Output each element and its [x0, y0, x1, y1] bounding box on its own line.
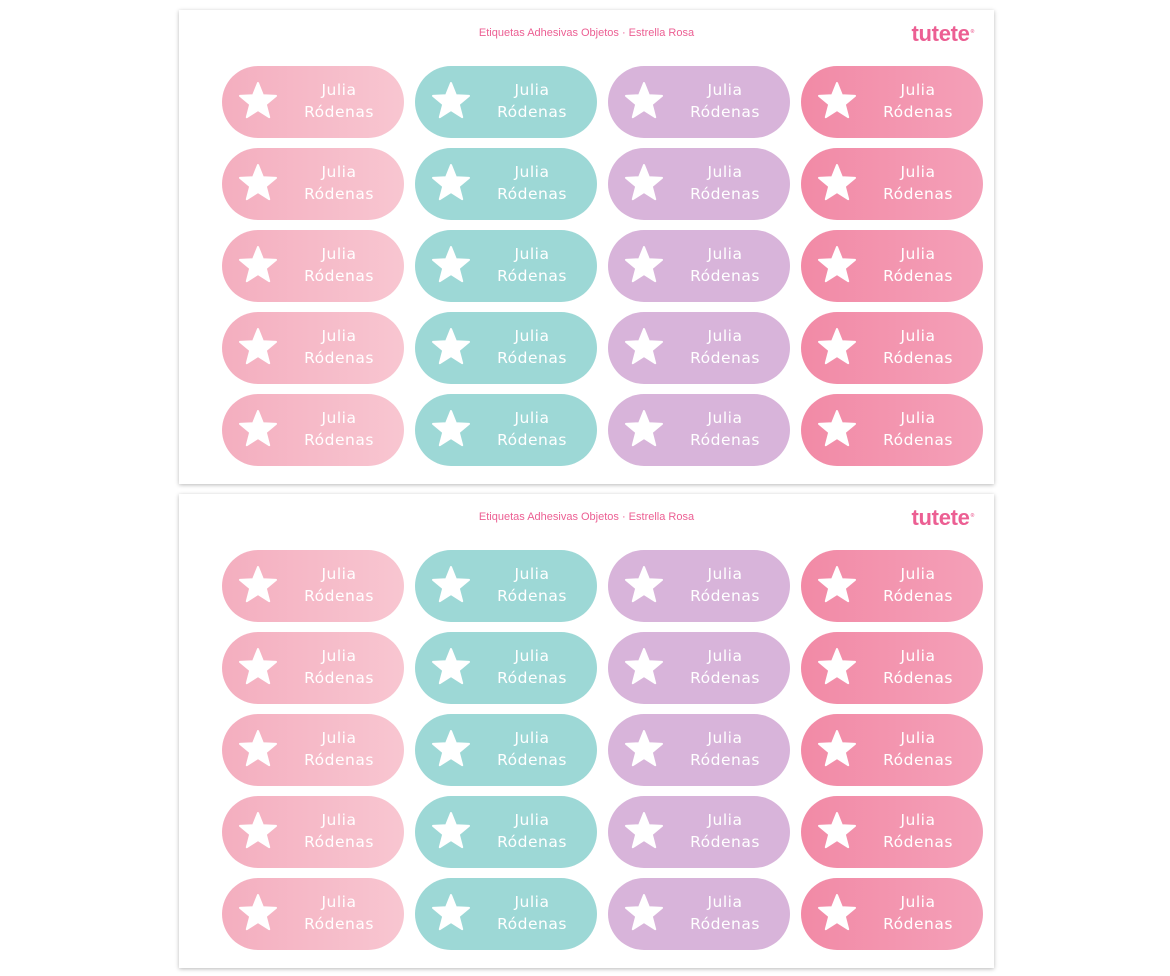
name-label-teal: [415, 66, 597, 138]
label-last-name: Ródenas: [690, 587, 760, 605]
label-grid: [222, 550, 984, 950]
label-first-name: Julia: [514, 409, 550, 427]
name-label-pink: [222, 796, 404, 868]
label-first-name: Julia: [514, 893, 550, 911]
star-icon: [431, 893, 471, 933]
label-last-name: Ródenas: [497, 669, 567, 687]
name-label-teal: [415, 550, 597, 622]
label-first-name: Julia: [707, 409, 743, 427]
name-label-pink: [222, 148, 404, 220]
name-label-pink: [222, 714, 404, 786]
label-first-name: Julia: [707, 163, 743, 181]
star-icon: [817, 81, 857, 121]
name-label-pink: [222, 394, 404, 466]
name-label-teal: [415, 714, 597, 786]
name-label-teal: [415, 148, 597, 220]
star-icon: [238, 647, 278, 687]
name-label-lilac: [608, 394, 790, 466]
label-first-name: Julia: [514, 327, 550, 345]
brand-mark: ®: [970, 512, 974, 519]
name-label-teal: [415, 632, 597, 704]
label-last-name: Ródenas: [883, 267, 953, 285]
label-first-name: Julia: [514, 647, 550, 665]
label-last-name: Ródenas: [690, 669, 760, 687]
name-label-rose: [801, 632, 983, 704]
label-first-name: Julia: [900, 893, 936, 911]
label-first-name: Julia: [707, 729, 743, 747]
label-last-name: Ródenas: [497, 267, 567, 285]
star-icon: [817, 327, 857, 367]
label-first-name: Julia: [707, 327, 743, 345]
label-last-name: Ródenas: [690, 431, 760, 449]
name-label-rose: [801, 312, 983, 384]
name-label-lilac: [608, 632, 790, 704]
name-label-teal: [415, 230, 597, 302]
label-first-name: Julia: [514, 245, 550, 263]
star-icon: [238, 163, 278, 203]
sticker-sheet-2: [179, 494, 994, 968]
label-first-name: Julia: [707, 565, 743, 583]
star-icon: [238, 565, 278, 605]
name-label-lilac: [608, 550, 790, 622]
name-label-lilac: [608, 66, 790, 138]
name-label-pink: [222, 66, 404, 138]
label-last-name: Ródenas: [883, 103, 953, 121]
label-first-name: Julia: [900, 565, 936, 583]
star-icon: [431, 729, 471, 769]
label-last-name: Ródenas: [690, 103, 760, 121]
sheet-title: Etiquetas Adhesivas Objetos · Estrella Rosa: [478, 511, 695, 523]
label-first-name: Julia: [707, 245, 743, 263]
label-first-name: Julia: [321, 893, 357, 911]
label-last-name: Ródenas: [497, 915, 567, 933]
name-label-lilac: [608, 148, 790, 220]
label-last-name: Ródenas: [304, 349, 374, 367]
star-icon: [431, 81, 471, 121]
star-icon: [238, 245, 278, 285]
star-icon: [624, 893, 664, 933]
brand-name: tutete: [911, 505, 970, 530]
star-icon: [431, 163, 471, 203]
name-label-rose: [801, 66, 983, 138]
label-first-name: Julia: [321, 163, 357, 181]
star-icon: [817, 811, 857, 851]
label-first-name: Julia: [900, 81, 936, 99]
label-last-name: Ródenas: [304, 587, 374, 605]
star-icon: [624, 409, 664, 449]
label-first-name: Julia: [900, 245, 936, 263]
star-icon: [431, 565, 471, 605]
label-first-name: Julia: [321, 327, 357, 345]
label-first-name: Julia: [900, 729, 936, 747]
name-label-lilac: [608, 796, 790, 868]
name-label-rose: [801, 394, 983, 466]
label-last-name: Ródenas: [883, 185, 953, 203]
label-last-name: Ródenas: [497, 185, 567, 203]
label-last-name: Ródenas: [690, 915, 760, 933]
star-icon: [624, 163, 664, 203]
label-first-name: Julia: [900, 409, 936, 427]
name-label-rose: [801, 230, 983, 302]
sheet-title: Etiquetas Adhesivas Objetos · Estrella Rosa: [478, 27, 695, 39]
star-icon: [431, 245, 471, 285]
star-icon: [238, 81, 278, 121]
label-first-name: Julia: [514, 81, 550, 99]
label-first-name: Julia: [514, 565, 550, 583]
name-label-pink: [222, 878, 404, 950]
label-last-name: Ródenas: [883, 751, 953, 769]
label-first-name: Julia: [514, 729, 550, 747]
name-label-teal: [415, 878, 597, 950]
label-last-name: Ródenas: [304, 267, 374, 285]
star-icon: [624, 811, 664, 851]
label-last-name: Ródenas: [497, 431, 567, 449]
name-label-pink: [222, 550, 404, 622]
star-icon: [238, 893, 278, 933]
label-first-name: Julia: [900, 163, 936, 181]
label-first-name: Julia: [900, 327, 936, 345]
name-label-rose: [801, 148, 983, 220]
label-grid: [222, 66, 984, 466]
brand-logo: [912, 21, 974, 47]
star-icon: [817, 409, 857, 449]
star-icon: [238, 409, 278, 449]
label-first-name: Julia: [321, 565, 357, 583]
label-last-name: Ródenas: [304, 915, 374, 933]
star-icon: [238, 327, 278, 367]
star-icon: [624, 81, 664, 121]
name-label-pink: [222, 632, 404, 704]
name-label-rose: [801, 550, 983, 622]
label-last-name: Ródenas: [883, 349, 953, 367]
label-last-name: Ródenas: [304, 833, 374, 851]
label-last-name: Ródenas: [497, 587, 567, 605]
label-last-name: Ródenas: [497, 751, 567, 769]
label-last-name: Ródenas: [883, 587, 953, 605]
label-first-name: Julia: [900, 811, 936, 829]
label-last-name: Ródenas: [497, 833, 567, 851]
star-icon: [817, 893, 857, 933]
label-first-name: Julia: [321, 245, 357, 263]
label-last-name: Ródenas: [690, 185, 760, 203]
label-last-name: Ródenas: [304, 185, 374, 203]
label-first-name: Julia: [707, 811, 743, 829]
label-last-name: Ródenas: [883, 915, 953, 933]
label-first-name: Julia: [900, 647, 936, 665]
star-icon: [817, 647, 857, 687]
brand-mark: ®: [970, 28, 974, 35]
label-first-name: Julia: [321, 81, 357, 99]
label-last-name: Ródenas: [883, 669, 953, 687]
label-last-name: Ródenas: [304, 431, 374, 449]
star-icon: [624, 245, 664, 285]
label-last-name: Ródenas: [690, 833, 760, 851]
name-label-rose: [801, 796, 983, 868]
star-icon: [238, 811, 278, 851]
label-first-name: Julia: [321, 811, 357, 829]
name-label-teal: [415, 796, 597, 868]
label-first-name: Julia: [514, 811, 550, 829]
name-label-rose: [801, 878, 983, 950]
label-last-name: Ródenas: [304, 103, 374, 121]
star-icon: [817, 565, 857, 605]
label-first-name: Julia: [321, 729, 357, 747]
name-label-pink: [222, 230, 404, 302]
label-last-name: Ródenas: [497, 349, 567, 367]
star-icon: [817, 163, 857, 203]
brand-name: tutete: [911, 21, 970, 46]
name-label-teal: [415, 394, 597, 466]
label-last-name: Ródenas: [690, 751, 760, 769]
star-icon: [817, 245, 857, 285]
label-first-name: Julia: [707, 81, 743, 99]
label-last-name: Ródenas: [883, 833, 953, 851]
label-last-name: Ródenas: [883, 431, 953, 449]
label-last-name: Ródenas: [497, 103, 567, 121]
label-first-name: Julia: [321, 409, 357, 427]
name-label-rose: [801, 714, 983, 786]
sticker-sheet-1: [179, 10, 994, 484]
star-icon: [624, 729, 664, 769]
star-icon: [817, 729, 857, 769]
name-label-lilac: [608, 230, 790, 302]
label-first-name: Julia: [707, 647, 743, 665]
star-icon: [431, 811, 471, 851]
label-last-name: Ródenas: [690, 349, 760, 367]
star-icon: [431, 647, 471, 687]
star-icon: [238, 729, 278, 769]
name-label-lilac: [608, 878, 790, 950]
label-first-name: Julia: [321, 647, 357, 665]
name-label-pink: [222, 312, 404, 384]
star-icon: [431, 409, 471, 449]
star-icon: [624, 647, 664, 687]
star-icon: [431, 327, 471, 367]
label-first-name: Julia: [707, 893, 743, 911]
name-label-lilac: [608, 312, 790, 384]
star-icon: [624, 327, 664, 367]
label-last-name: Ródenas: [304, 751, 374, 769]
label-last-name: Ródenas: [304, 669, 374, 687]
brand-logo: [912, 505, 974, 531]
star-icon: [624, 565, 664, 605]
name-label-teal: [415, 312, 597, 384]
name-label-lilac: [608, 714, 790, 786]
label-first-name: Julia: [514, 163, 550, 181]
label-last-name: Ródenas: [690, 267, 760, 285]
